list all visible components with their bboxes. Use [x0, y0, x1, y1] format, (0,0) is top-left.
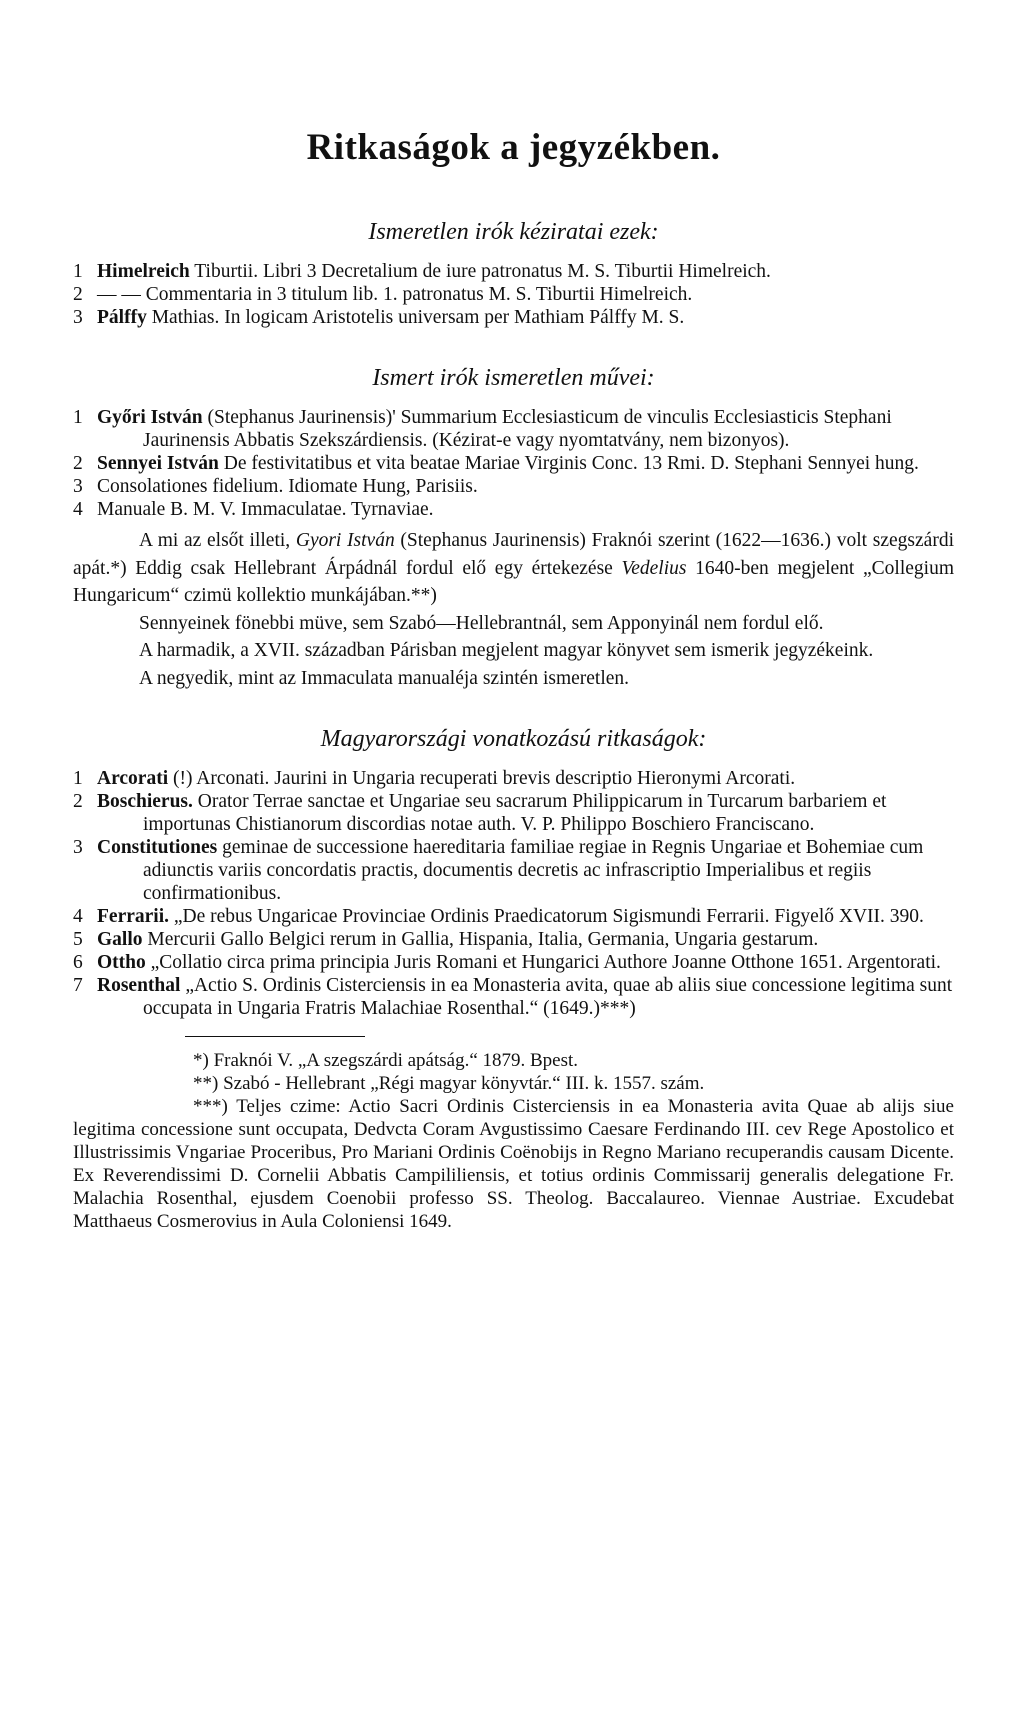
list-item: 2 — — Commentaria in 3 titulum lib. 1. patronatus M. S. Tiburtii Himelreich. [73, 284, 693, 305]
commentary-paragraph: Sennyeinek fönebbi müve, sem Szabó—Hellebrantnál, sem Apponyinál nem fordul elő. [139, 612, 824, 634]
list-item: 2 Boschierus. Orator Terrae sanctae et Ungariae seu sacrarum Philippicarum in Turcarum barbariem et importunas Chistianorum discordias notae auth. V. P. Philippo Boschiero Franciscano. [73, 791, 887, 835]
list-item: 4 Ferrarii. „De rebus Ungaricae Provinciae Ordinis Praedicatorum Sigismundi Ferrarii. Figyelő XVII. 390. [73, 906, 924, 927]
list-item: 3 Consolationes fidelium. Idiomate Hung, Parisiis. [73, 476, 478, 497]
list-item: 3 Constitutiones geminae de successione haereditaria familiae regiae in Regnis Ungariae et Bohemiae cum adiunctis variis concordatis practis, documentis decretis ac infrascriptio Imperialibus et regiis confirmationibus. [73, 837, 924, 904]
commentary-paragraph: A harmadik, a XVII. században Párisban megjelent magyar könyvet sem ismerik jegyzékeink. [139, 640, 874, 661]
list-item: 1 Győri István (Stephanus Jaurinensis)' Summarium Ecclesiasticum de vinculis Ecclesiasticis Stephani Jaurinensis Abbatis Szekszárdiensis. (Kézirat-e vagy nyomtatvány, nem bizonyos). [73, 407, 892, 451]
footnote-divider [185, 1036, 365, 1037]
footnote: **) Szabó - Hellebrant „Régi magyar könyvtár.“ III. k. 1557. szám. [193, 1073, 705, 1094]
rarities-list [73, 767, 954, 1020]
section-heading-hungarian-rarities: Magyarországi vonatkozású ritkaságok: [320, 726, 707, 752]
footnote: ***) Teljes czime: Actio Sacri Ordinis Cisterciensis in ea Monasteria avita Quae ab alijs siue legitima concessione sunt occupata, Dedvcta Coram Avgustissimo Caesare Ferdinando III. cev Rege Apostolico et Illustrissimis Vngariae Proceribus, Pro Mariani Ordinis Coënobijs in Regno Mariano recuperandis causam Dicente. Ex Reverendissimi D. Cornelii Abbatis Campililiensis, et totius ordinis Commissarij generalis delegatione Fr. Malachia Rosenthal, ejusdem Coenobii professo SS. Theolog. Baccalaureo. Viennae Austriae. Excudebat Matthaeus Cosmerovius in Aula Coloniensi 1649. [73, 1096, 954, 1232]
list-item: 4 Manuale B. M. V. Immaculatae. Tyrnaviae. [73, 499, 434, 520]
list-item: 3 Pálffy Mathias. In logicam Aristotelis universam per Mathiam Pálffy M. S. [73, 307, 685, 328]
section-heading-unknown-manuscripts: Ismeretlen irók kéziratai ezek: [368, 219, 659, 245]
commentary-paragraph: A mi az elsőt illeti, Gyori István (Stephanus Jaurinensis) Fraknói szerint (1622—1636.) volt szegszárdi apát.*) Eddig csak Hellebrant Árpádnál fordul elő egy értekezése Vedelius 1640-ben megjelent „Collegium Hungaricum“ czimü kollektio munkájában.**) [73, 530, 954, 606]
list-item: 1 Arcorati (!) Arconati. Jaurini in Ungaria recuperati brevis descriptio Hieronymi Arcorati. [73, 768, 796, 789]
footnote: *) Fraknói V. „A szegszárdi apátság.“ 1879. Bpest. [193, 1050, 579, 1071]
manuscript-list [73, 260, 954, 329]
section-heading-unknown-works: Ismert irók ismeretlen művei: [372, 365, 655, 391]
list-item: 2 Sennyei István De festivitatibus et vita beatae Mariae Virginis Conc. 13 Rmi. D. Stephani Sennyei hung. [73, 453, 919, 474]
works-list [73, 406, 954, 521]
list-item: 7 Rosenthal „Actio S. Ordinis Cisterciensis in ea Monasteria avita, quae ab aliis siue concessione legitima sunt occupata in Ungaria Fratris Malachiae Rosenthal.“ (1649.)***) [73, 975, 953, 1019]
list-item: 6 Ottho „Collatio circa prima principia Juris Romani et Hungarici Authore Joanne Otthone 1651. Argentorati. [73, 952, 941, 973]
commentary-paragraph: A negyedik, mint az Immaculata manualéja szintén ismeretlen. [139, 667, 630, 689]
list-item: 5 Gallo Mercurii Gallo Belgici rerum in Gallia, Hispania, Italia, Germania, Ungaria gestarum. [73, 929, 819, 950]
list-item: 1 Himelreich Tiburtii. Libri 3 Decretalium de iure patronatus M. S. Tiburtii Himelreich. [73, 261, 771, 282]
page-title: Ritkaságok a jegyzékben. [306, 127, 721, 168]
